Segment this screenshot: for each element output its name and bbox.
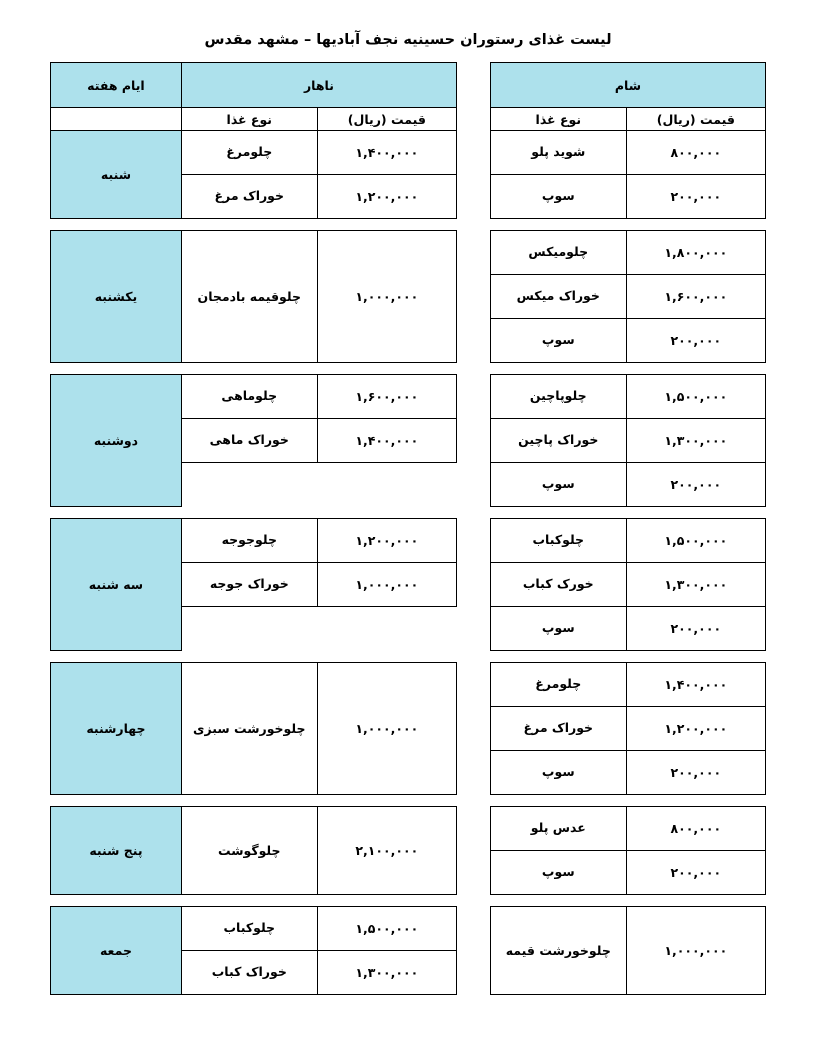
day-name-cell: جمعه	[51, 907, 182, 995]
dinner-price-cell: ۸۰۰,۰۰۰	[626, 131, 765, 175]
block-spacer-cell	[51, 219, 766, 231]
table-row	[51, 663, 766, 707]
dinner-food-cell: چلوپاچین	[490, 375, 626, 419]
lunch-header: ناهار	[181, 63, 456, 108]
dinner-food-cell: چلومیکس	[490, 231, 626, 275]
lunch-price-cell: ۱,۰۰۰,۰۰۰	[317, 663, 456, 795]
dinner-price-cell: ۱,۶۰۰,۰۰۰	[626, 275, 765, 319]
dinner-price-cell: ۱,۸۰۰,۰۰۰	[626, 231, 765, 275]
table-row	[51, 231, 766, 275]
dinner-price-cell: ۱,۳۰۰,۰۰۰	[626, 563, 765, 607]
column-gap-cell	[457, 907, 491, 995]
dinner-price-cell: ۲۰۰,۰۰۰	[626, 751, 765, 795]
block-spacer-cell	[51, 795, 766, 807]
dinner-price-cell: ۱,۲۰۰,۰۰۰	[626, 707, 765, 751]
dinner-price-cell: ۱,۰۰۰,۰۰۰	[626, 907, 765, 995]
column-gap-cell	[457, 807, 491, 895]
block-spacer-row	[51, 507, 766, 519]
lunch-food-cell: خوراک جوجه	[181, 563, 317, 607]
lunch-price-cell: ۱,۶۰۰,۰۰۰	[317, 375, 456, 419]
dinner-header: شام	[490, 63, 765, 108]
dinner-price-cell: ۲۰۰,۰۰۰	[626, 607, 765, 651]
lunch-food-cell: چلوقیمه بادمجان	[181, 231, 317, 363]
lunch-food-cell: چلوجوجه	[181, 519, 317, 563]
block-spacer-cell	[51, 507, 766, 519]
lunch-food-cell: خوراک ماهی	[181, 419, 317, 463]
lunch-price-cell: ۱,۲۰۰,۰۰۰	[317, 519, 456, 563]
lunch-food-cell: خوراک مرغ	[181, 175, 317, 219]
dinner-price-cell: ۲۰۰,۰۰۰	[626, 175, 765, 219]
lunch-price-cell: ۱,۰۰۰,۰۰۰	[317, 231, 456, 363]
dinner-price-cell: ۱,۵۰۰,۰۰۰	[626, 375, 765, 419]
lunch-food-cell: چلوگوشت	[181, 807, 317, 895]
table-row	[51, 907, 766, 951]
dinner-price-subheader: قیمت (ریال)	[626, 108, 765, 131]
dinner-food-cell: سوپ	[490, 851, 626, 895]
day-name-cell: دوشنبه	[51, 375, 182, 507]
dinner-food-cell: سوپ	[490, 607, 626, 651]
day-name-cell: سه شنبه	[51, 519, 182, 651]
dinner-food-cell: خوراک پاچین	[490, 419, 626, 463]
column-gap-cell	[457, 663, 491, 795]
dinner-price-cell: ۲۰۰,۰۰۰	[626, 319, 765, 363]
block-spacer-cell	[51, 651, 766, 663]
lunch-food-cell: چلوخورشت سبزی	[181, 663, 317, 795]
day-column-header: ایام هفته	[51, 63, 182, 108]
block-spacer-row	[51, 363, 766, 375]
lunch-food-cell: چلومرغ	[181, 131, 317, 175]
lunch-price-cell: ۲,۱۰۰,۰۰۰	[317, 807, 456, 895]
dinner-food-cell: خوراک مرغ	[490, 707, 626, 751]
lunch-price-cell: ۱,۳۰۰,۰۰۰	[317, 951, 456, 995]
table-row	[51, 131, 766, 175]
dinner-food-cell: خورک کباب	[490, 563, 626, 607]
table-row	[51, 519, 766, 563]
weekly-menu-table	[50, 62, 766, 995]
table-subheader-row	[51, 108, 766, 131]
lunch-food-subheader: نوع غذا	[181, 108, 317, 131]
page-title: لیست غذای رستوران حسینیه نجف آبادیها – مشهد مقدس	[204, 32, 612, 48]
dinner-food-cell: خوراک میکس	[490, 275, 626, 319]
dinner-food-subheader: نوع غذا	[490, 108, 626, 131]
column-gap-cell	[457, 519, 491, 651]
block-spacer-cell	[51, 895, 766, 907]
column-gap-cell	[457, 131, 491, 219]
column-gap-cell	[457, 375, 491, 507]
block-spacer-row	[51, 651, 766, 663]
subheader-blank	[51, 108, 182, 131]
table-header-row	[51, 63, 766, 108]
block-spacer-row	[51, 795, 766, 807]
dinner-price-cell: ۱,۳۰۰,۰۰۰	[626, 419, 765, 463]
header-gap	[457, 63, 491, 108]
menu-table-body	[51, 63, 766, 995]
lunch-price-cell: ۱,۰۰۰,۰۰۰	[317, 563, 456, 607]
lunch-food-cell: خوراک کباب	[181, 951, 317, 995]
lunch-price-cell: ۱,۴۰۰,۰۰۰	[317, 419, 456, 463]
lunch-price-subheader: قیمت (ریال)	[317, 108, 456, 131]
table-row	[51, 807, 766, 851]
day-name-cell: شنبه	[51, 131, 182, 219]
dinner-food-cell: چلوخورشت قیمه	[490, 907, 626, 995]
lunch-food-cell: چلوکباب	[181, 907, 317, 951]
dinner-price-cell: ۸۰۰,۰۰۰	[626, 807, 765, 851]
dinner-food-cell: عدس پلو	[490, 807, 626, 851]
dinner-price-cell: ۲۰۰,۰۰۰	[626, 851, 765, 895]
day-name-cell: یکشنبه	[51, 231, 182, 363]
dinner-food-cell: سوپ	[490, 175, 626, 219]
block-spacer-cell	[51, 363, 766, 375]
dinner-food-cell: سوپ	[490, 319, 626, 363]
dinner-price-cell: ۲۰۰,۰۰۰	[626, 463, 765, 507]
lunch-price-cell: ۱,۲۰۰,۰۰۰	[317, 175, 456, 219]
lunch-price-cell: ۱,۵۰۰,۰۰۰	[317, 907, 456, 951]
lunch-food-cell: چلوماهی	[181, 375, 317, 419]
dinner-food-cell: چلوکباب	[490, 519, 626, 563]
lunch-price-cell: ۱,۴۰۰,۰۰۰	[317, 131, 456, 175]
day-name-cell: چهارشنبه	[51, 663, 182, 795]
column-gap-cell	[457, 231, 491, 363]
dinner-food-cell: چلومرغ	[490, 663, 626, 707]
block-spacer-row	[51, 219, 766, 231]
day-name-cell: پنج شنبه	[51, 807, 182, 895]
block-spacer-row	[51, 895, 766, 907]
dinner-food-cell: سوپ	[490, 463, 626, 507]
dinner-price-cell: ۱,۴۰۰,۰۰۰	[626, 663, 765, 707]
dinner-price-cell: ۱,۵۰۰,۰۰۰	[626, 519, 765, 563]
subheader-gap	[457, 108, 491, 131]
dinner-food-cell: شوید پلو	[490, 131, 626, 175]
table-row	[51, 375, 766, 419]
dinner-food-cell: سوپ	[490, 751, 626, 795]
